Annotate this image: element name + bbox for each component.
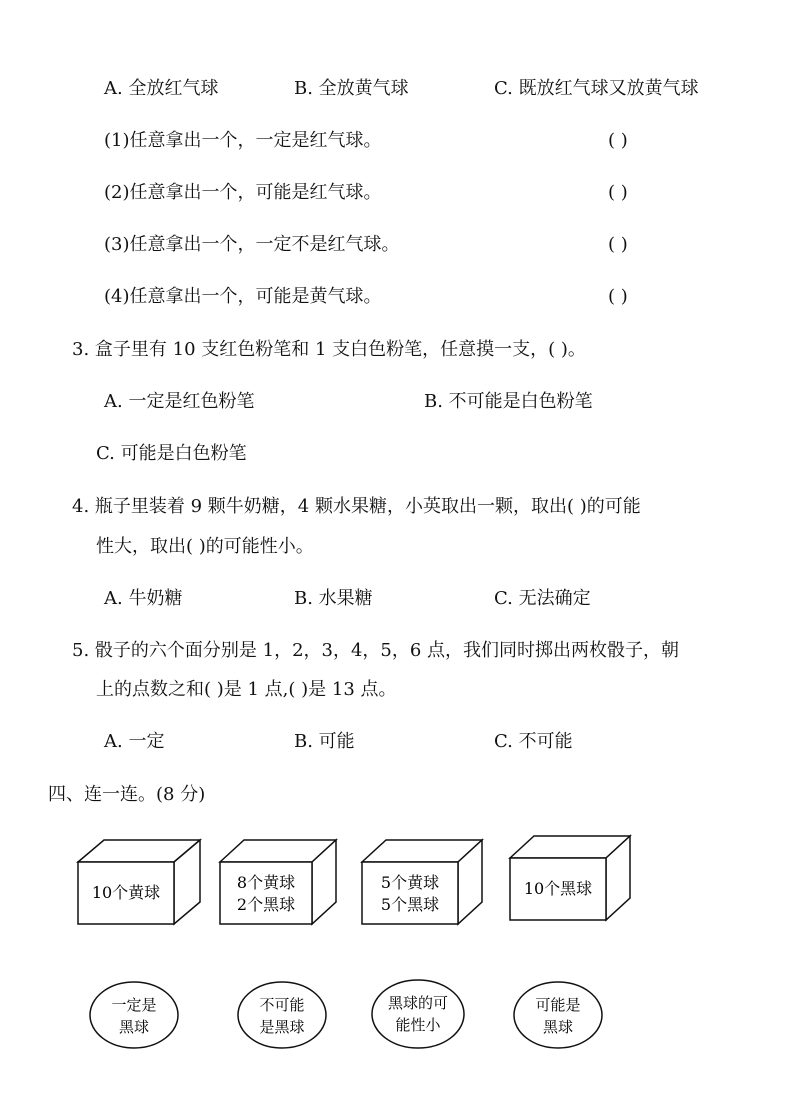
q4-option-a: A. 牛奶糖 — [104, 588, 183, 609]
section-4-title: 四、连一连。(8 分) — [48, 784, 206, 805]
oval-certain-black-line2: 黑球 — [118, 1018, 150, 1036]
q5-option-b: B. 可能 — [294, 731, 355, 752]
box-5-yellow-label: 5个黄球 — [380, 873, 440, 892]
oval-certain-black-line1: 一定是 — [111, 996, 157, 1014]
q2-item-1: (1)任意拿出一个，一定是红气球。 — [104, 130, 382, 151]
box-8-yellow-label: 8个黄球 — [236, 873, 296, 892]
q5-option-a: A. 一定 — [104, 731, 165, 752]
q2-item-3: (3)任意拿出一个，一定不是红气球。 — [104, 234, 400, 255]
oval-black-less-likely — [370, 978, 466, 1050]
box-10-yellow — [76, 838, 202, 926]
box-10-black-label: 10个黑球 — [523, 879, 593, 898]
q5-stem-line2: 上的点数之和( )是 1 点,( )是 13 点。 — [96, 679, 397, 700]
oval-impossible-black-line1: 不可能 — [259, 996, 305, 1014]
q3-option-a: A. 一定是红色粉笔 — [104, 391, 255, 412]
box-10-black — [508, 834, 632, 922]
oval-impossible-black — [236, 980, 328, 1050]
q4-option-b: B. 水果糖 — [294, 588, 373, 609]
oval-black-less-likely-line2: 能性小 — [395, 1016, 441, 1034]
oval-black-less-likely-line1: 黑球的可 — [387, 994, 449, 1012]
q4-stem-line2: 性大，取出( )的可能性小。 — [96, 536, 314, 557]
q3-stem: 3. 盒子里有 10 支红色粉笔和 1 支白色粉笔，任意摸一支，( )。 — [72, 339, 586, 360]
oval-possible-black — [512, 980, 604, 1050]
box-2-black-label: 2个黑球 — [236, 895, 296, 914]
q2-option-c: C. 既放红气球又放黄气球 — [494, 78, 699, 99]
oval-impossible-black-line2: 是黑球 — [259, 1018, 305, 1036]
box-5-black-label: 5个黑球 — [380, 895, 440, 914]
q3-option-b: B. 不可能是白色粉笔 — [424, 391, 593, 412]
q2-item-3-answer: ( ) — [608, 234, 628, 255]
q2-item-2: (2)任意拿出一个，可能是红气球。 — [104, 182, 382, 203]
q2-option-a: A. 全放红气球 — [104, 78, 219, 99]
box-5-yellow-5-black — [360, 838, 484, 926]
q5-stem-line1: 5. 骰子的六个面分别是 1，2，3，4，5，6 点，我们同时掷出两枚骰子，朝 — [72, 640, 680, 661]
q5-option-c: C. 不可能 — [494, 731, 573, 752]
box-10-yellow-label: 10个黄球 — [91, 883, 161, 902]
box-8-yellow-2-black — [218, 838, 338, 926]
q4-option-c: C. 无法确定 — [494, 588, 591, 609]
oval-possible-black-line2: 黑球 — [542, 1018, 574, 1036]
q2-item-4-answer: ( ) — [608, 286, 628, 307]
q3-option-c: C. 可能是白色粉笔 — [96, 443, 247, 464]
q2-item-2-answer: ( ) — [608, 182, 628, 203]
q2-option-b: B. 全放黄气球 — [294, 78, 409, 99]
q4-stem-line1: 4. 瓶子里装着 9 颗牛奶糖，4 颗水果糖，小英取出一颗，取出( )的可能 — [72, 496, 641, 517]
oval-possible-black-line1: 可能是 — [535, 996, 581, 1014]
oval-certain-black — [88, 980, 180, 1050]
q2-item-4: (4)任意拿出一个，可能是黄气球。 — [104, 286, 382, 307]
q2-item-1-answer: ( ) — [608, 130, 628, 151]
